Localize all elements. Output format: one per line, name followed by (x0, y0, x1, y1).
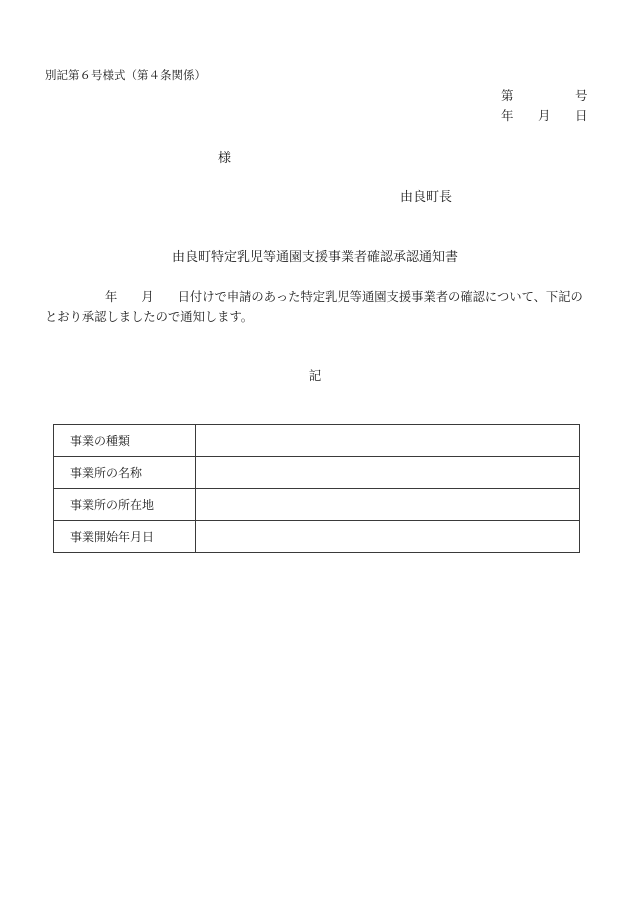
table-row (54, 521, 580, 553)
row-label: 事業所の所在地 (54, 489, 196, 521)
row-value (196, 521, 580, 553)
table-row (54, 457, 580, 489)
sender-name: 由良町長 (400, 190, 453, 205)
row-value (196, 457, 580, 489)
form-label: 別記第６号様式（第４条関係） (45, 68, 206, 82)
date-month: 月 (538, 108, 551, 123)
table-row (54, 425, 580, 457)
info-table (53, 424, 580, 553)
document-title: 由良町特定乳児等通園支援事業者確認承認通知書 (171, 250, 458, 265)
date-year: 年 (501, 108, 514, 123)
row-value (196, 425, 580, 457)
row-label: 事業所の名称 (54, 457, 196, 489)
addressee-suffix: 様 (218, 151, 232, 166)
ki-heading: 記 (308, 368, 322, 383)
row-label: 事業開始年月日 (54, 521, 196, 553)
row-label: 事業の種類 (54, 425, 196, 457)
number-prefix: 第 (501, 88, 514, 103)
number-suffix: 号 (575, 88, 588, 103)
date-day: 日 (575, 108, 588, 123)
row-value (196, 489, 580, 521)
body-paragraph (45, 287, 587, 327)
body-year: 年 (105, 290, 118, 304)
body-text: 日付けで申請のあった特定乳児等通園支援事業者の確認について、下記のとおり承認しましたので通知します。 (45, 290, 583, 324)
table-row (54, 489, 580, 521)
body-month: 月 (141, 290, 154, 304)
